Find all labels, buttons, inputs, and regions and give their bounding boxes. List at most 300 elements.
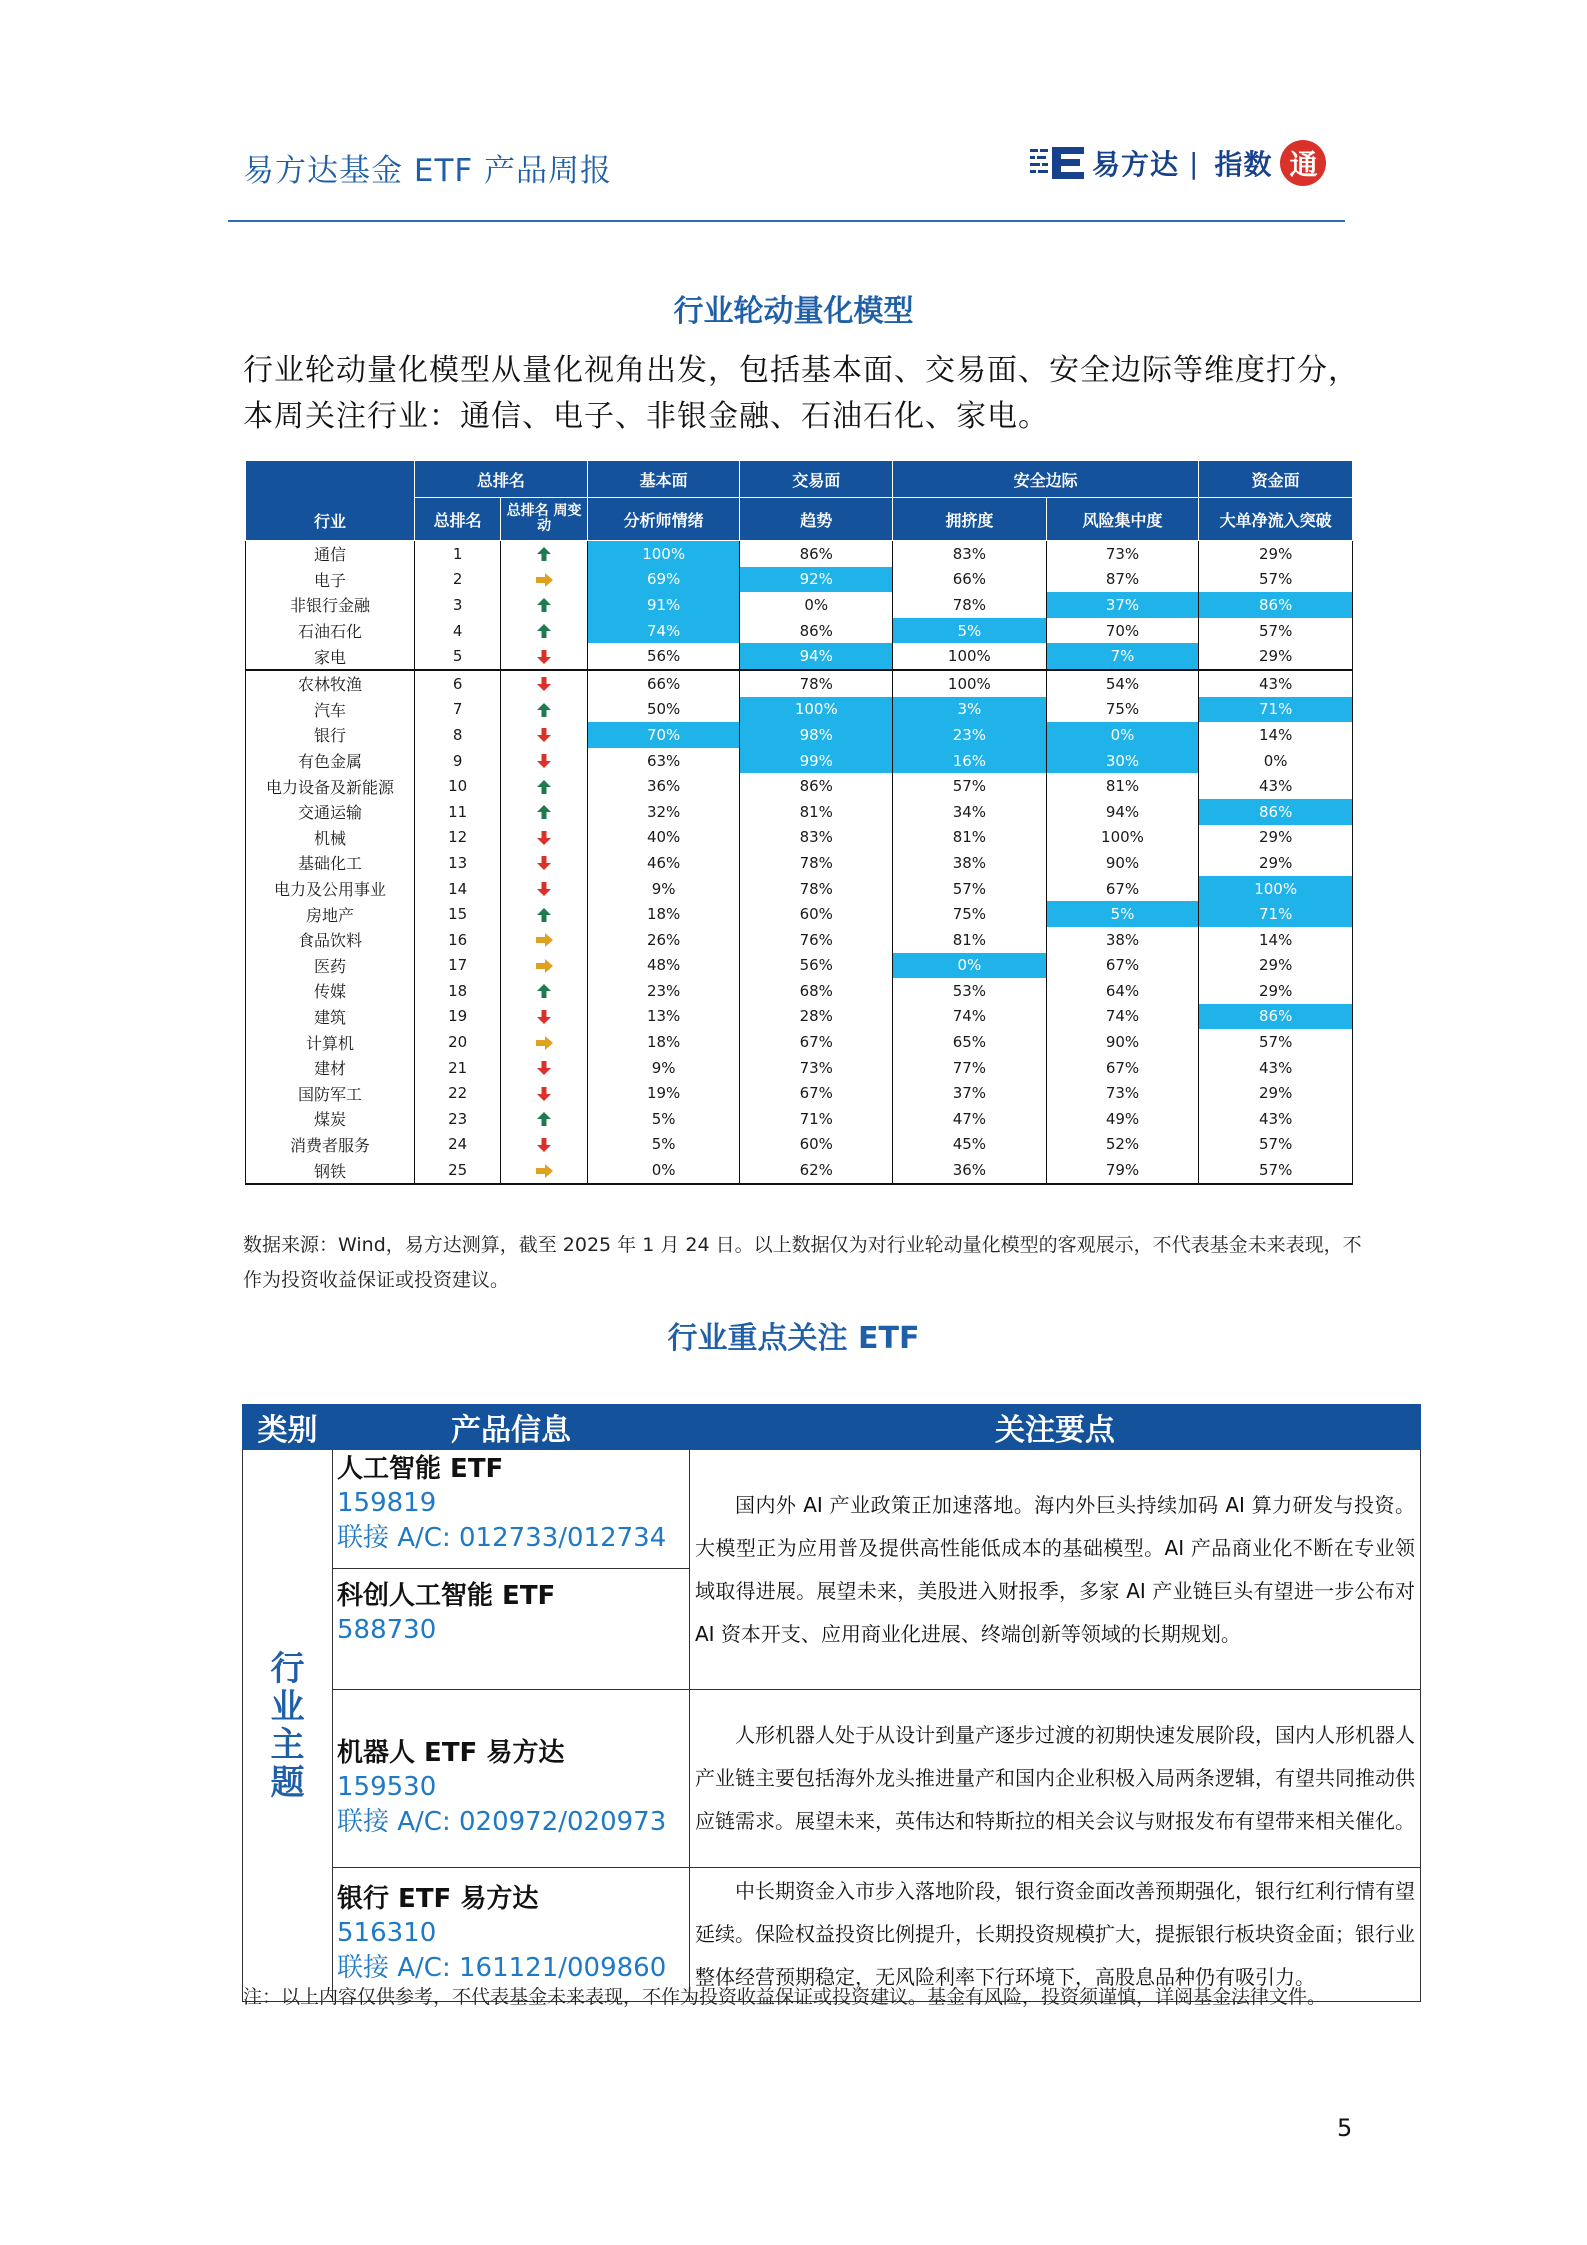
arrow-down-icon [534, 727, 554, 743]
col-crowding: 拥挤度 [893, 498, 1047, 541]
risk-concentration-cell: 52% [1046, 1132, 1199, 1158]
risk-concentration-cell: 54% [1046, 670, 1199, 697]
rank-cell: 13 [414, 850, 500, 876]
focus-table [242, 1404, 1421, 2002]
crowding-cell: 3% [893, 697, 1047, 723]
big-order-flow-cell: 43% [1199, 1055, 1353, 1081]
crowding-cell: 100% [893, 643, 1047, 670]
big-order-flow-cell: 29% [1199, 978, 1353, 1004]
rank-change-cell [501, 1080, 587, 1106]
big-order-flow-cell: 86% [1199, 592, 1353, 618]
big-order-flow-cell: 57% [1199, 1157, 1353, 1184]
rank-change-cell [501, 670, 587, 697]
crowding-cell: 47% [893, 1106, 1047, 1132]
trend-cell: 99% [740, 748, 893, 774]
risk-concentration-cell: 90% [1046, 1029, 1199, 1055]
category-label: 行业主题 [270, 1648, 305, 1803]
rank-cell: 19 [414, 1004, 500, 1030]
industry-cell: 有色金属 [246, 748, 415, 774]
big-order-flow-cell: 57% [1199, 567, 1353, 593]
big-order-flow-cell: 57% [1199, 618, 1353, 644]
table-row [246, 901, 1353, 927]
crowding-cell: 36% [893, 1157, 1047, 1184]
product-name: 科创人工智能 ETF [337, 1581, 556, 1611]
focus-title: 行业重点关注 ETF [667, 1321, 920, 1356]
big-order-flow-cell: 43% [1199, 773, 1353, 799]
analyst-sentiment-cell: 91% [587, 592, 740, 618]
table-row [246, 799, 1353, 825]
brand-logo [1030, 135, 1326, 191]
arrow-up-icon [534, 597, 554, 613]
trend-cell: 71% [740, 1106, 893, 1132]
analyst-sentiment-cell: 26% [587, 927, 740, 953]
rank-cell: 24 [414, 1132, 500, 1158]
industry-cell: 计算机 [246, 1029, 415, 1055]
col-product: 产品信息 [333, 1405, 690, 1450]
table-row [246, 697, 1353, 723]
big-order-flow-cell: 57% [1199, 1132, 1353, 1158]
big-order-flow-cell: 71% [1199, 697, 1353, 723]
table-row [246, 978, 1353, 1004]
points-cell [690, 1690, 1421, 1868]
arrow-up-icon [534, 623, 554, 639]
rank-cell: 1 [414, 541, 500, 567]
logo-brand: 易方达 [1092, 148, 1180, 181]
table-row [246, 618, 1353, 644]
big-order-flow-cell: 43% [1199, 1106, 1353, 1132]
rank-cell: 14 [414, 876, 500, 902]
risk-concentration-cell: 0% [1046, 722, 1199, 748]
analyst-sentiment-cell: 50% [587, 697, 740, 723]
rank-cell: 3 [414, 592, 500, 618]
product-item [333, 1714, 689, 1844]
analyst-sentiment-cell: 40% [587, 825, 740, 851]
rank-cell: 16 [414, 927, 500, 953]
risk-concentration-cell: 79% [1046, 1157, 1199, 1184]
arrow-flat-icon [534, 1035, 554, 1051]
rank-change-cell [501, 876, 587, 902]
crowding-cell: 57% [893, 773, 1047, 799]
product-name: 银行 ETF 易方达 [337, 1883, 539, 1914]
analyst-sentiment-cell: 23% [587, 978, 740, 1004]
arrow-down-icon [534, 881, 554, 897]
risk-concentration-cell: 38% [1046, 927, 1199, 953]
page-number: 5 [1337, 2114, 1353, 2142]
disclaimer: 注：以上内容仅供参考，不代表基金未来表现，不作为投资收益保证或投资建议。基金有风险，投资须谨慎，详阅基金法律文件。 [243, 1986, 1327, 2008]
risk-concentration-cell: 81% [1046, 773, 1199, 799]
table-row [246, 825, 1353, 851]
rank-change-cell [501, 1055, 587, 1081]
crowding-cell: 53% [893, 978, 1047, 1004]
analyst-sentiment-cell: 9% [587, 876, 740, 902]
trend-cell: 94% [740, 643, 893, 670]
trend-cell: 92% [740, 567, 893, 593]
analyst-sentiment-cell: 18% [587, 901, 740, 927]
arrow-down-icon [534, 676, 554, 692]
col-analyst: 分析师情绪 [587, 498, 740, 541]
product-cell [333, 1450, 690, 1690]
big-order-flow-cell: 71% [1199, 901, 1353, 927]
arrow-up-icon [534, 907, 554, 923]
col-points: 关注要点 [690, 1405, 1421, 1450]
group-fundamental: 基本面 [587, 461, 740, 498]
arrow-up-icon [534, 546, 554, 562]
table-row [246, 953, 1353, 979]
trend-cell: 0% [740, 592, 893, 618]
arrow-flat-icon [534, 1163, 554, 1179]
risk-concentration-cell: 67% [1046, 1055, 1199, 1081]
rank-cell: 11 [414, 799, 500, 825]
trend-cell: 73% [740, 1055, 893, 1081]
analyst-sentiment-cell: 18% [587, 1029, 740, 1055]
col-trend: 趋势 [740, 498, 893, 541]
industry-cell: 农林牧渔 [246, 670, 415, 697]
points-cell [690, 1450, 1421, 1690]
industry-cell: 通信 [246, 541, 415, 567]
rank-cell: 6 [414, 670, 500, 697]
arrow-up-icon [534, 983, 554, 999]
big-order-flow-cell: 29% [1199, 850, 1353, 876]
trend-cell: 86% [740, 618, 893, 644]
rank-change-cell [501, 541, 587, 567]
rank-change-cell [501, 1157, 587, 1184]
analyst-sentiment-cell: 32% [587, 799, 740, 825]
table-row [246, 1106, 1353, 1132]
analyst-sentiment-cell: 70% [587, 722, 740, 748]
col-industry: 行业 [246, 461, 415, 541]
industry-cell: 消费者服务 [246, 1132, 415, 1158]
product-code[interactable]: 159819 [337, 1488, 437, 1518]
rank-cell: 22 [414, 1080, 500, 1106]
rank-change-cell [501, 953, 587, 979]
risk-concentration-cell: 100% [1046, 825, 1199, 851]
crowding-cell: 66% [893, 567, 1047, 593]
product-code[interactable]: 159530 [337, 1771, 437, 1802]
crowding-cell: 23% [893, 722, 1047, 748]
rank-cell: 12 [414, 825, 500, 851]
rank-change-cell [501, 1106, 587, 1132]
rank-change-cell [501, 643, 587, 670]
trend-cell: 62% [740, 1157, 893, 1184]
category-cell [243, 1450, 333, 2002]
trend-cell: 60% [740, 901, 893, 927]
table-row [246, 643, 1353, 670]
crowding-cell: 16% [893, 748, 1047, 774]
rank-change-cell [501, 1029, 587, 1055]
arrow-down-icon [534, 753, 554, 769]
rank-cell: 20 [414, 1029, 500, 1055]
risk-concentration-cell: 75% [1046, 697, 1199, 723]
industry-cell: 食品饮料 [246, 927, 415, 953]
risk-concentration-cell: 73% [1046, 1080, 1199, 1106]
rotation-table-body [246, 541, 1353, 1184]
risk-concentration-cell: 73% [1046, 541, 1199, 567]
trend-cell: 83% [740, 825, 893, 851]
analyst-sentiment-cell: 66% [587, 670, 740, 697]
rank-change-cell [501, 567, 587, 593]
industry-cell: 基础化工 [246, 850, 415, 876]
industry-cell: 医药 [246, 953, 415, 979]
industry-cell: 传媒 [246, 978, 415, 1004]
rotation-intro: 行业轮动量化模型从量化视角出发，包括基本面、交易面、安全边际等维度打分，本周关注行业：通信、电子、非银金融、石油石化、家电。 [243, 353, 1359, 434]
analyst-sentiment-cell: 9% [587, 1055, 740, 1081]
big-order-flow-cell: 29% [1199, 953, 1353, 979]
big-order-flow-cell: 29% [1199, 541, 1353, 567]
rank-cell: 10 [414, 773, 500, 799]
industry-cell: 家电 [246, 643, 415, 670]
crowding-cell: 45% [893, 1132, 1047, 1158]
crowding-cell: 38% [893, 850, 1047, 876]
risk-concentration-cell: 70% [1046, 618, 1199, 644]
industry-cell: 钢铁 [246, 1157, 415, 1184]
trend-cell: 67% [740, 1080, 893, 1106]
industry-cell: 房地产 [246, 901, 415, 927]
table-row [246, 927, 1353, 953]
rank-change-cell [501, 697, 587, 723]
rank-change-cell [501, 927, 587, 953]
table-row [246, 876, 1353, 902]
crowding-cell: 5% [893, 618, 1047, 644]
table-row [246, 1055, 1353, 1081]
col-risk-concentration: 风险集中度 [1046, 498, 1199, 541]
crowding-cell: 0% [893, 953, 1047, 979]
big-order-flow-cell: 43% [1199, 670, 1353, 697]
trend-cell: 98% [740, 722, 893, 748]
product-name: 人工智能 ETF [337, 1454, 504, 1484]
analyst-sentiment-cell: 63% [587, 748, 740, 774]
rank-change-cell [501, 1132, 587, 1158]
logo-separator: | [1189, 146, 1199, 180]
crowding-cell: 78% [893, 592, 1047, 618]
arrow-up-icon [534, 779, 554, 795]
analyst-sentiment-cell: 36% [587, 773, 740, 799]
risk-concentration-cell: 64% [1046, 978, 1199, 1004]
product-item [333, 1569, 689, 1689]
logo-e-icon [1030, 145, 1086, 181]
rank-cell: 17 [414, 953, 500, 979]
table-row [246, 773, 1353, 799]
industry-cell: 机械 [246, 825, 415, 851]
rank-change-cell [501, 850, 587, 876]
logo-suffix: 指数 [1214, 148, 1273, 181]
rank-change-cell [501, 592, 587, 618]
analyst-sentiment-cell: 5% [587, 1106, 740, 1132]
group-safety: 安全边际 [893, 461, 1199, 498]
industry-cell: 电力设备及新能源 [246, 773, 415, 799]
trend-cell: 67% [740, 1029, 893, 1055]
big-order-flow-cell: 100% [1199, 876, 1353, 902]
source-note: 数据来源：Wind，易方达测算，截至 2025 年 1 月 24 日。以上数据仅为对行业轮动量化模型的客观展示，不代表基金未来表现，不作为投资收益保证或投资建议。 [243, 1234, 1362, 1291]
rank-change-cell [501, 978, 587, 1004]
logo-badge: 通 [1280, 140, 1326, 186]
risk-concentration-cell: 87% [1046, 567, 1199, 593]
crowding-cell: 74% [893, 1004, 1047, 1030]
analyst-sentiment-cell: 19% [587, 1080, 740, 1106]
col-rank: 总排名 [414, 498, 500, 541]
trend-cell: 56% [740, 953, 893, 979]
report-title: 易方达基金 ETF 产品周报 [243, 153, 613, 189]
rank-cell: 7 [414, 697, 500, 723]
arrow-down-icon [534, 1060, 554, 1076]
industry-cell: 银行 [246, 722, 415, 748]
rank-change-cell [501, 773, 587, 799]
table-row [246, 850, 1353, 876]
table-row [246, 541, 1353, 567]
crowding-cell: 65% [893, 1029, 1047, 1055]
analyst-sentiment-cell: 13% [587, 1004, 740, 1030]
analyst-sentiment-cell: 46% [587, 850, 740, 876]
focus-points: 中长期资金入市步入落地阶段，银行资金面改善预期强化，银行红利行情有望延续。保险权益投资比例提升，长期投资规模扩大，提振银行板块资金面；银行业整体经营预期稳定，无风险利率下行环境下，高股息品种仍有吸引力。 [695, 1879, 1415, 1989]
table-row [246, 1132, 1353, 1158]
trend-cell: 68% [740, 978, 893, 1004]
crowding-cell: 37% [893, 1080, 1047, 1106]
arrow-flat-icon [534, 932, 554, 948]
analyst-sentiment-cell: 48% [587, 953, 740, 979]
crowding-cell: 75% [893, 901, 1047, 927]
col-category: 类别 [243, 1405, 333, 1450]
product-cell [333, 1690, 690, 1868]
table-row [246, 567, 1353, 593]
arrow-down-icon [534, 1086, 554, 1102]
rank-cell: 9 [414, 748, 500, 774]
risk-concentration-cell: 49% [1046, 1106, 1199, 1132]
arrow-down-icon [534, 855, 554, 871]
industry-cell: 交通运输 [246, 799, 415, 825]
risk-concentration-cell: 7% [1046, 643, 1199, 670]
industry-cell: 石油石化 [246, 618, 415, 644]
risk-concentration-cell: 90% [1046, 850, 1199, 876]
rank-change-cell [501, 748, 587, 774]
focus-points: 国内外 AI 产业政策正加速落地。海内外巨头持续加码 AI 算力研发与投资。大模型正为应用普及提供高性能低成本的基础模型。AI 产品商业化不断在专业领域取得进展。展望未来，美股进入财报季，多家 AI 产业链巨头有望进一步公布对 AI 资本开支、应用商业化进展、终端创新等领域的长期规划。 [695, 1492, 1415, 1646]
trend-cell: 28% [740, 1004, 893, 1030]
rank-change-cell [501, 825, 587, 851]
product-link-code[interactable]: 联接 A/C: 012733/012734 [337, 1523, 667, 1553]
industry-cell: 煤炭 [246, 1106, 415, 1132]
crowding-cell: 81% [893, 927, 1047, 953]
big-order-flow-cell: 29% [1199, 1080, 1353, 1106]
rotation-title: 行业轮动量化模型 [673, 294, 914, 329]
rank-change-cell [501, 901, 587, 927]
big-order-flow-cell: 86% [1199, 799, 1353, 825]
table-row [246, 1029, 1353, 1055]
crowding-cell: 77% [893, 1055, 1047, 1081]
big-order-flow-cell: 0% [1199, 748, 1353, 774]
big-order-flow-cell: 86% [1199, 1004, 1353, 1030]
rank-cell: 8 [414, 722, 500, 748]
analyst-sentiment-cell: 100% [587, 541, 740, 567]
table-row [246, 1080, 1353, 1106]
rank-change-cell [501, 722, 587, 748]
analyst-sentiment-cell: 5% [587, 1132, 740, 1158]
industry-cell: 汽车 [246, 697, 415, 723]
arrow-flat-icon [534, 958, 554, 974]
crowding-cell: 83% [893, 541, 1047, 567]
rank-change-cell [501, 799, 587, 825]
big-order-flow-cell: 29% [1199, 643, 1353, 670]
risk-concentration-cell: 67% [1046, 876, 1199, 902]
col-big-order-flow: 大单净流入突破 [1199, 498, 1353, 541]
trend-cell: 78% [740, 670, 893, 697]
product-name: 机器人 ETF 易方达 [337, 1737, 565, 1768]
industry-cell: 非银行金融 [246, 592, 415, 618]
big-order-flow-cell: 14% [1199, 927, 1353, 953]
product-code[interactable]: 588730 [337, 1615, 437, 1645]
focus-points: 人形机器人处于从设计到量产逐步过渡的初期快速发展阶段，国内人形机器人产业链主要包括海外龙头推进量产和国内企业积极入局两条逻辑，有望共同推动供应链需求。展望未来，英伟达和特斯拉的相关会议与财报发布有望带来相关催化。 [695, 1723, 1415, 1833]
risk-concentration-cell: 67% [1046, 953, 1199, 979]
analyst-sentiment-cell: 0% [587, 1157, 740, 1184]
risk-concentration-cell: 37% [1046, 592, 1199, 618]
group-capital: 资金面 [1199, 461, 1353, 498]
trend-cell: 60% [740, 1132, 893, 1158]
risk-concentration-cell: 74% [1046, 1004, 1199, 1030]
analyst-sentiment-cell: 74% [587, 618, 740, 644]
table-row [246, 1004, 1353, 1030]
table-row [246, 1157, 1353, 1184]
product-item [333, 1880, 689, 1990]
big-order-flow-cell: 14% [1199, 722, 1353, 748]
industry-cell: 电子 [246, 567, 415, 593]
industry-cell: 国防军工 [246, 1080, 415, 1106]
col-rank-change: 总排名 周变动 [501, 498, 587, 541]
group-rank: 总排名 [414, 461, 587, 498]
trend-cell: 76% [740, 927, 893, 953]
crowding-cell: 57% [893, 876, 1047, 902]
trend-cell: 86% [740, 541, 893, 567]
arrow-up-icon [534, 702, 554, 718]
arrow-up-icon [534, 804, 554, 820]
rank-change-cell [501, 618, 587, 644]
rank-cell: 18 [414, 978, 500, 1004]
big-order-flow-cell: 29% [1199, 825, 1353, 851]
trend-cell: 81% [740, 799, 893, 825]
rank-cell: 2 [414, 567, 500, 593]
product-link-code[interactable]: 联接 A/C: 020972/020973 [337, 1806, 667, 1837]
arrow-down-icon [534, 830, 554, 846]
rank-cell: 25 [414, 1157, 500, 1184]
analyst-sentiment-cell: 56% [587, 643, 740, 670]
trend-cell: 100% [740, 697, 893, 723]
crowding-cell: 81% [893, 825, 1047, 851]
product-code[interactable]: 516310 [337, 1917, 437, 1948]
arrow-up-icon [534, 1111, 554, 1127]
rank-cell: 15 [414, 901, 500, 927]
group-trading: 交易面 [740, 461, 893, 498]
rank-cell: 21 [414, 1055, 500, 1081]
analyst-sentiment-cell: 69% [587, 567, 740, 593]
risk-concentration-cell: 5% [1046, 901, 1199, 927]
risk-concentration-cell: 94% [1046, 799, 1199, 825]
table-row [246, 592, 1353, 618]
rotation-table [245, 460, 1353, 1185]
rank-cell: 23 [414, 1106, 500, 1132]
industry-cell: 电力及公用事业 [246, 876, 415, 902]
product-item [333, 1450, 689, 1569]
crowding-cell: 100% [893, 670, 1047, 697]
risk-concentration-cell: 30% [1046, 748, 1199, 774]
arrow-down-icon [534, 649, 554, 665]
crowding-cell: 34% [893, 799, 1047, 825]
product-link-code[interactable]: 联接 A/C: 161121/009860 [337, 1952, 667, 1983]
arrow-flat-icon [534, 572, 554, 588]
rank-cell: 5 [414, 643, 500, 670]
rank-change-cell [501, 1004, 587, 1030]
big-order-flow-cell: 57% [1199, 1029, 1353, 1055]
industry-cell: 建材 [246, 1055, 415, 1081]
trend-cell: 86% [740, 773, 893, 799]
arrow-down-icon [534, 1009, 554, 1025]
table-row [246, 670, 1353, 697]
arrow-down-icon [534, 1137, 554, 1153]
